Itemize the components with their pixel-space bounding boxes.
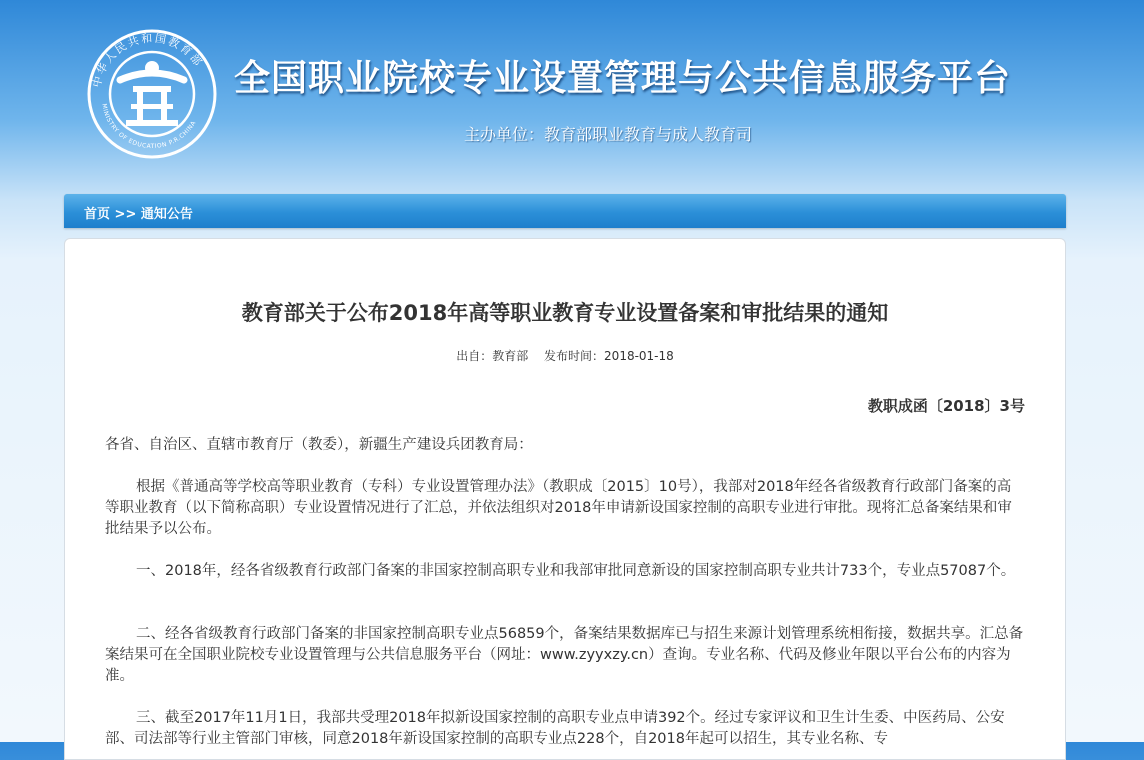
- ministry-emblem-icon: [86, 28, 218, 160]
- breadcrumb-home-link[interactable]: 首页: [84, 207, 111, 222]
- article-publish-date: 发布时间：2018-01-18: [544, 349, 674, 363]
- breadcrumb-bar: [64, 194, 1066, 228]
- svg-text:MINISTRY OF EDUCATION P.R.CHIN: [100, 103, 197, 150]
- site-title: 全国职业院校专业设置管理与公共信息服务平台: [234, 58, 1012, 99]
- article-paragraph: 根据《普通高等学校高等职业教育（专科）专业设置管理办法》（教职成〔2015〕10号），我部对2018年经各省级教育行政部门备案的高等职业教育（以下简称高职）专业设置情况进行了汇总，并依法组织对2018年申请新设国家控制的高职专业进行审批。现将汇总备案结果和审批结果予以公布。: [105, 479, 1012, 537]
- svg-text:中华人民共和国教育部: [89, 32, 205, 89]
- article-salutation: 各省、自治区、直辖市教育厅（教委），新疆生产建设兵团教育局：: [105, 437, 533, 453]
- article-paragraph: 一、2018年，经各省级教育行政部门备案的非国家控制高职专业和我部审批同意新设的国家控制高职专业共计733个，专业点57087个。: [136, 563, 1016, 579]
- article-meta: [65, 347, 1065, 364]
- article-panel: [64, 238, 1066, 760]
- site-header: [0, 0, 1144, 190]
- article-title: 教育部关于公布2018年高等职业教育专业设置备案和审批结果的通知: [241, 301, 889, 325]
- document-number: 教职成函〔2018〕3号: [867, 397, 1025, 415]
- logo-ring-text: 中华人民共和国教育部: [90, 31, 206, 89]
- article-paragraph: 三、截至2017年11月1日，我部共受理2018年拟新设国家控制的高职专业点申请392个。经过专家评议和卫生计生委、中医药局、公安部、司法部等行业主管部门审核，同意2018年新设国家控制的高职专业点228个，自2018年起可以招生，其专业名称、专: [105, 710, 1005, 747]
- article-paragraph: 二、经各省级教育行政部门备案的非国家控制高职专业点56859个，备案结果数据库已与招生来源计划管理系统相衔接，数据共享。汇总备案结果可在全国职业院校专业设置管理与公共信息服务平台（网址：www.zyyxzy.cn）查询。专业名称、代码及修业年限以平台公布的内容为准。: [105, 626, 1024, 684]
- breadcrumb-current-link[interactable]: 通知公告: [140, 207, 193, 222]
- breadcrumb: [84, 203, 193, 222]
- article-source: 出自：教育部: [456, 349, 529, 363]
- sponsor-text: 主办单位：教育部职业教育与成人教育司: [464, 125, 753, 144]
- logo-ring-text-en: MINISTRY OF EDUCATION P.R.CHINA: [100, 103, 198, 151]
- breadcrumb-separator: >>: [114, 207, 137, 222]
